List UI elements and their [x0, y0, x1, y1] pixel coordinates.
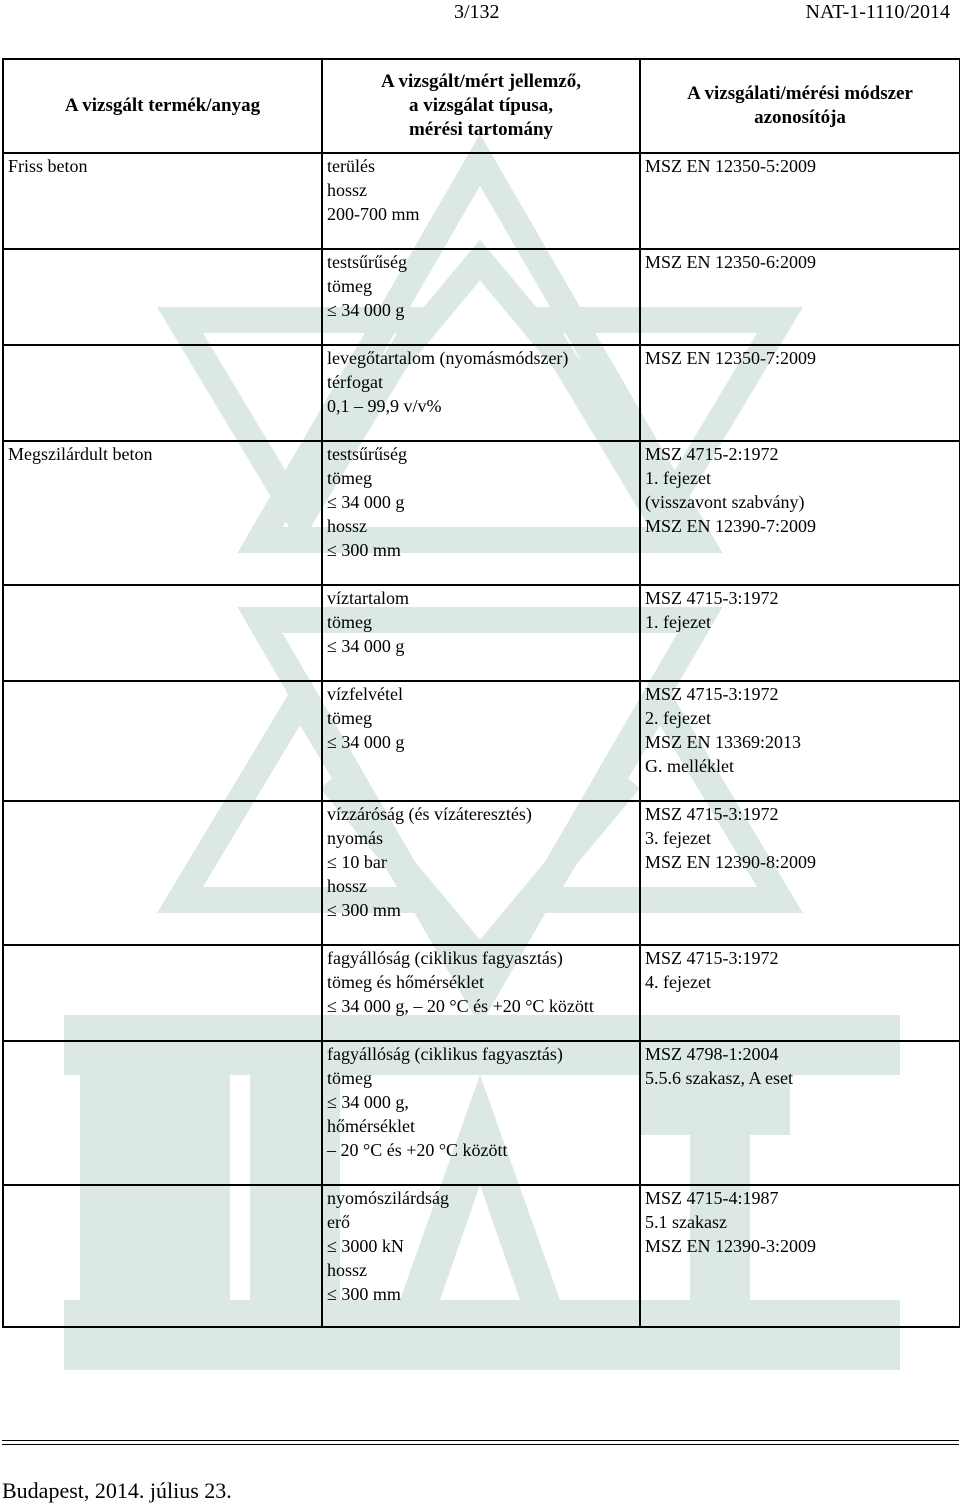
accreditation-table [2, 58, 960, 1328]
table-row [3, 153, 960, 249]
page-number: 3/132 [454, 1, 500, 23]
characteristic-cell: víztartalom tömeg ≤ 34 000 g [322, 585, 640, 681]
method-cell: MSZ 4715-3:1972 3. fejezet MSZ EN 12390-8:2009 [640, 801, 960, 945]
method-cell: MSZ 4715-3:1972 4. fejezet [640, 945, 960, 1041]
method-cell: MSZ 4798-1:2004 5.5.6 szakasz, A eset [640, 1041, 960, 1185]
header-method: A vizsgálati/mérési módszer azonosítója [640, 59, 960, 153]
product-cell [3, 249, 322, 345]
footer-rule [2, 1440, 959, 1441]
characteristic-cell: vízfelvétel tömeg ≤ 34 000 g [322, 681, 640, 801]
document-id: NAT-1-1110/2014 [805, 1, 950, 23]
table-row [3, 801, 960, 945]
product-cell [3, 1185, 322, 1327]
product-cell [3, 345, 322, 441]
method-cell: MSZ 4715-3:1972 1. fejezet [640, 585, 960, 681]
table-row [3, 1185, 960, 1327]
characteristic-cell: levegőtartalom (nyomásmódszer) térfogat 0,1 – 99,9 v/v% [322, 345, 640, 441]
table-row [3, 681, 960, 801]
footer-rule [2, 1444, 959, 1445]
table-row [3, 249, 960, 345]
table-row [3, 345, 960, 441]
header-characteristic: A vizsgált/mért jellemző, a vizsgálat típusa, mérési tartomány [322, 59, 640, 153]
table-row [3, 441, 960, 585]
product-cell: Megszilárdult beton [3, 441, 322, 585]
method-cell: MSZ 4715-2:1972 1. fejezet (visszavont szabvány) MSZ EN 12390-7:2009 [640, 441, 960, 585]
product-cell [3, 585, 322, 681]
footer-date: Budapest, 2014. július 23. [2, 1478, 232, 1503]
table-row [3, 1041, 960, 1185]
table-row [3, 585, 960, 681]
characteristic-cell: testsűrűség tömeg ≤ 34 000 g [322, 249, 640, 345]
method-cell: MSZ EN 12350-6:2009 [640, 249, 960, 345]
characteristic-cell: fagyállóság (ciklikus fagyasztás) tömeg ≤ 34 000 g, hőmérséklet – 20 °C és +20 °C között [322, 1041, 640, 1185]
product-cell [3, 1041, 322, 1185]
table-row [3, 945, 960, 1041]
table-header-row [3, 59, 960, 153]
characteristic-cell: testsűrűség tömeg ≤ 34 000 g hossz ≤ 300 mm [322, 441, 640, 585]
method-cell: MSZ 4715-4:1987 5.1 szakasz MSZ EN 12390-3:2009 [640, 1185, 960, 1327]
header-product: A vizsgált termék/anyag [3, 59, 322, 153]
characteristic-cell: terülés hossz 200-700 mm [322, 153, 640, 249]
product-cell [3, 681, 322, 801]
method-cell: MSZ 4715-3:1972 2. fejezet MSZ EN 13369:2013 G. melléklet [640, 681, 960, 801]
product-cell: Friss beton [3, 153, 322, 249]
method-cell: MSZ EN 12350-5:2009 [640, 153, 960, 249]
product-cell [3, 945, 322, 1041]
characteristic-cell: vízzáróság (és vízáteresztés) nyomás ≤ 10 bar hossz ≤ 300 mm [322, 801, 640, 945]
characteristic-cell: fagyállóság (ciklikus fagyasztás) tömeg és hőmérséklet ≤ 34 000 g, – 20 °C és +20 °C között [322, 945, 640, 1041]
product-cell [3, 801, 322, 945]
method-cell: MSZ EN 12350-7:2009 [640, 345, 960, 441]
characteristic-cell: nyomószilárdság erő ≤ 3000 kN hossz ≤ 300 mm [322, 1185, 640, 1327]
